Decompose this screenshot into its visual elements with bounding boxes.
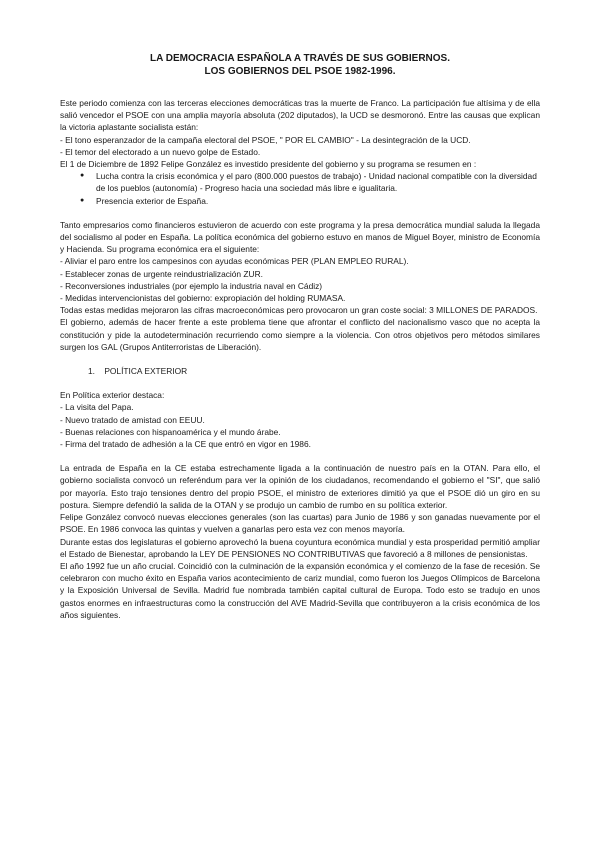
- intro-paragraph: Este periodo comienza con las terceras elecciones democráticas tras la muerte de Franco. La participación fue altísima y de ella salió vencedor el PSOE con una amplia mayoría absoluta (202 diputados), la UCD se desmoronó. Entre las causas que explican la victoria aplastante socialista están:: [60, 98, 540, 133]
- economy-paragraph: Todas estas medidas mejoraron las cifras macroeconómicas pero provocaron un gran coste social: 3 MILLONES DE PARADOS.: [60, 305, 538, 316]
- economy-paragraph: El gobierno, además de hacer frente a este problema tiene que afrontar el conflicto del nacionalismo vasco que no acepta la constitución y pide la autodeterminación recurriendo como siempre a la violencia. Con otros objetivos pero métodos similares surgen los GAL (Grupos Antiterroristas de Liberación).: [60, 317, 540, 352]
- program-list: [60, 170, 540, 207]
- title-line-2: LOS GOBIERNOS DEL PSOE 1982-1996.: [204, 66, 396, 77]
- economy-item: - Establecer zonas de urgente reindustrialización ZUR.: [60, 268, 263, 279]
- foreign-paragraph: Felipe González convocó nuevas elecciones generales (son las cuartas) para Junio de 1986 y son ganadas nuevamente por el PSOE. En 1986 convoca las quintas y vuelven a ganarlas pero esta vez con menos mayoría.: [60, 512, 540, 535]
- foreign-paragraph: La entrada de España en la CE estaba estrechamente ligada a la continuación de nuestro país en la OTAN. Para ello, el gobierno socialista convocó un referéndum para ver la opinión de los ciudadanos, recomendando el gobierno el "SI", que salió por mayoría. Esto trajo tensiones dentro del propio PSOE, el ministro de exteriores dimitió ya que el PSOE dió un giro en su postura. Siempre defendió la salida de la OTAN y se produjo un cambio de rumbo en su política exterior.: [60, 463, 540, 510]
- foreign-intro: En Política exterior destaca:: [60, 390, 165, 401]
- foreign-item: - La visita del Papa.: [60, 402, 134, 413]
- economy-item: - Aliviar el paro entre los campesinos con ayudas económicas PER (PLAN EMPLEO RURAL).: [60, 256, 409, 267]
- section-heading: [60, 365, 540, 377]
- program-paragraph: El 1 de Diciembre de 1892 Felipe González es investido presidente del gobierno y su programa se resumen en :: [60, 159, 477, 170]
- cause-item: - El temor del electorado a un nuevo golpe de Estado.: [60, 146, 261, 157]
- foreign-item: - Buenas relaciones con hispanoamérica y el mundo árabe.: [60, 426, 281, 437]
- cause-item: - El tono esperanzador de la campaña electoral del PSOE, " POR EL CAMBIO" - La desintegración de la UCD.: [60, 134, 471, 145]
- economy-paragraph: Tanto empresarios como financieros estuvieron de acuerdo con este programa y la presa democrática mundial saluda la llegada del socialismo al poder en España. La política económica del gobierno estuvo en manos de Miguel Boyer, ministro de Economía y Hacienda. Su programa económica era el siguiente:: [60, 219, 540, 255]
- foreign-paragraph: Durante estas dos legislaturas el gobierno aprovechó la buena coyuntura económica mundial y esta prosperidad permitió ampliar el Estado de Bienestar, aprobando la LEY DE PENSIONES NO CONTRIBUTIVAS que favoreció a 8 millones de pensionistas.: [60, 536, 540, 559]
- section-title: POLÍTICA EXTERIOR: [104, 366, 188, 377]
- bullet-item: ● Lucha contra la crisis económica y el paro (800.000 puestos de trabajo) - Unidad nacional compatible con la diversidad de los pueblos (autonomía) - Progreso hacia una sociedad más libre e igualitaria.: [80, 170, 540, 194]
- economy-item: - Reconversiones industriales (por ejemplo la industria naval en Cádiz): [60, 280, 323, 291]
- title-line-1: LA DEMOCRACIA ESPAÑOLA A TRAVÉS DE SUS GOBIERNOS.: [149, 53, 451, 64]
- foreign-item: - Firma del tratado de adhesión a la CE que entró en vigor en 1986.: [60, 439, 311, 450]
- foreign-item: - Nuevo tratado de amistad con EEUU.: [60, 414, 205, 425]
- section-number: 1.: [88, 366, 95, 377]
- foreign-paragraph: El año 1992 fue un año crucial. Coincidió con la culminación de la expansión económica y el comienzo de la fase de recesión. Se celebraron con mucho éxito en España varios acontecimiento de cariz mundial, como fueron los Juegos Olímpicos de Barcelona y la Exposición Universal de Sevilla. Madrid fue nombrada también capital cultural de Europa. Todo esto se tradujo en unos gastos enormes en infraestructuras como la construcción del AVE Madrid-Sevilla que contribuyeron a la crisis económica de los años siguientes.: [60, 560, 540, 620]
- bullet-item: ● Presencia exterior de España.: [80, 195, 540, 207]
- document-title: [60, 52, 540, 78]
- economy-item: - Medidas intervencionistas del gobierno: expropiación del holding RUMASA.: [60, 293, 346, 304]
